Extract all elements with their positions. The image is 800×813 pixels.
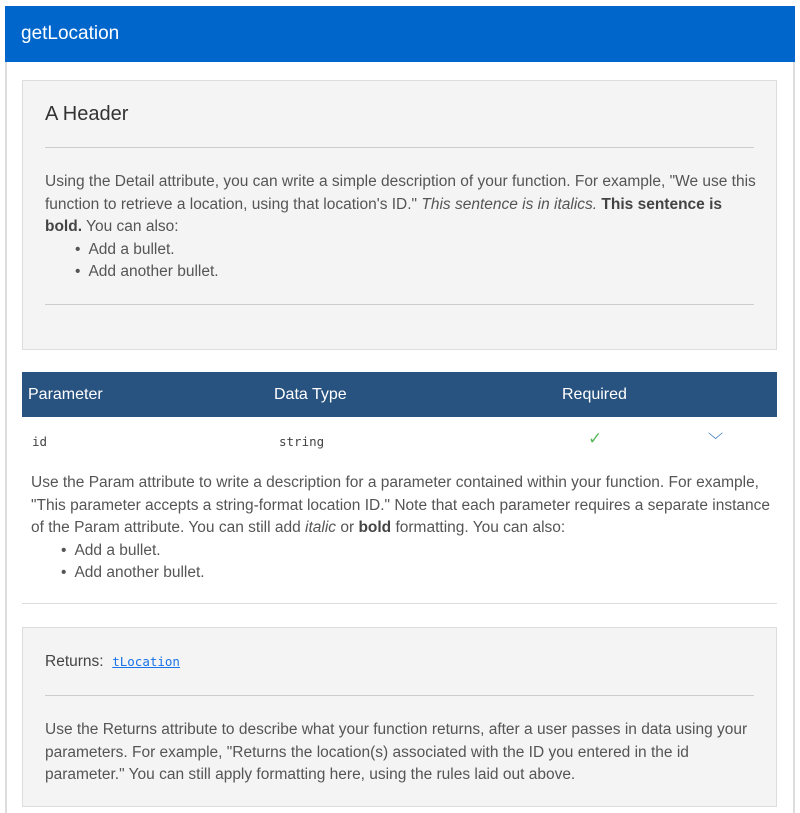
col-data-type: Data Type	[274, 386, 347, 403]
list-item: • Add a bullet.	[61, 540, 771, 563]
detail-header: A Header	[45, 103, 129, 125]
bold-text: This sentence is bold.	[45, 195, 723, 235]
divider	[22, 603, 777, 604]
detail-section	[22, 80, 777, 350]
detail-description	[45, 171, 756, 284]
function-title: getLocation	[5, 6, 795, 62]
returns-type-link[interactable]: tLocation	[112, 654, 180, 669]
list-item: • Add another bullet.	[61, 562, 771, 585]
returns-line	[45, 653, 180, 671]
expand-chevron-icon[interactable]: ﹀	[708, 431, 724, 449]
parameter-table-header	[22, 372, 777, 417]
col-required: Required	[562, 386, 627, 403]
returns-description: Use the Returns attribute to describe what your function returns, after a user passes in data using your parameters. For example, "Returns the location(s) associated with the ID you entered in the id parameter." You can still apply formatting here, using the rules laid out above.	[45, 721, 748, 783]
text: You can also:	[82, 218, 179, 235]
italic-text: italic	[305, 519, 337, 536]
col-parameter: Parameter	[28, 386, 103, 403]
table-row	[22, 417, 777, 463]
text: or	[336, 519, 359, 536]
param-name: id	[32, 434, 48, 449]
returns-section	[22, 627, 777, 807]
divider	[45, 147, 754, 148]
list-item: • Add a bullet.	[75, 239, 756, 262]
text: Use the Param attribute to write a description for a parameter contained within your function. For example, "This parameter accepts a string-format location ID." Note that each parameter requires a separate instance of the Param attribute. You can still add	[31, 474, 770, 536]
divider	[45, 304, 754, 305]
param-description	[31, 472, 771, 585]
text: Using the Detail attribute, you can write a simple description of your function. For example, "We use this function to retrieve a location, using that location's ID."	[45, 173, 756, 213]
bold-text: bold	[358, 519, 392, 536]
list-item: • Add another bullet.	[75, 261, 756, 284]
italic-text: This sentence is in italics.	[421, 195, 598, 213]
param-type: string	[279, 434, 325, 449]
required-check-icon: ✓	[588, 429, 603, 449]
returns-label: Returns:	[45, 653, 104, 670]
text: formatting. You can also:	[391, 519, 566, 536]
divider	[45, 695, 754, 696]
